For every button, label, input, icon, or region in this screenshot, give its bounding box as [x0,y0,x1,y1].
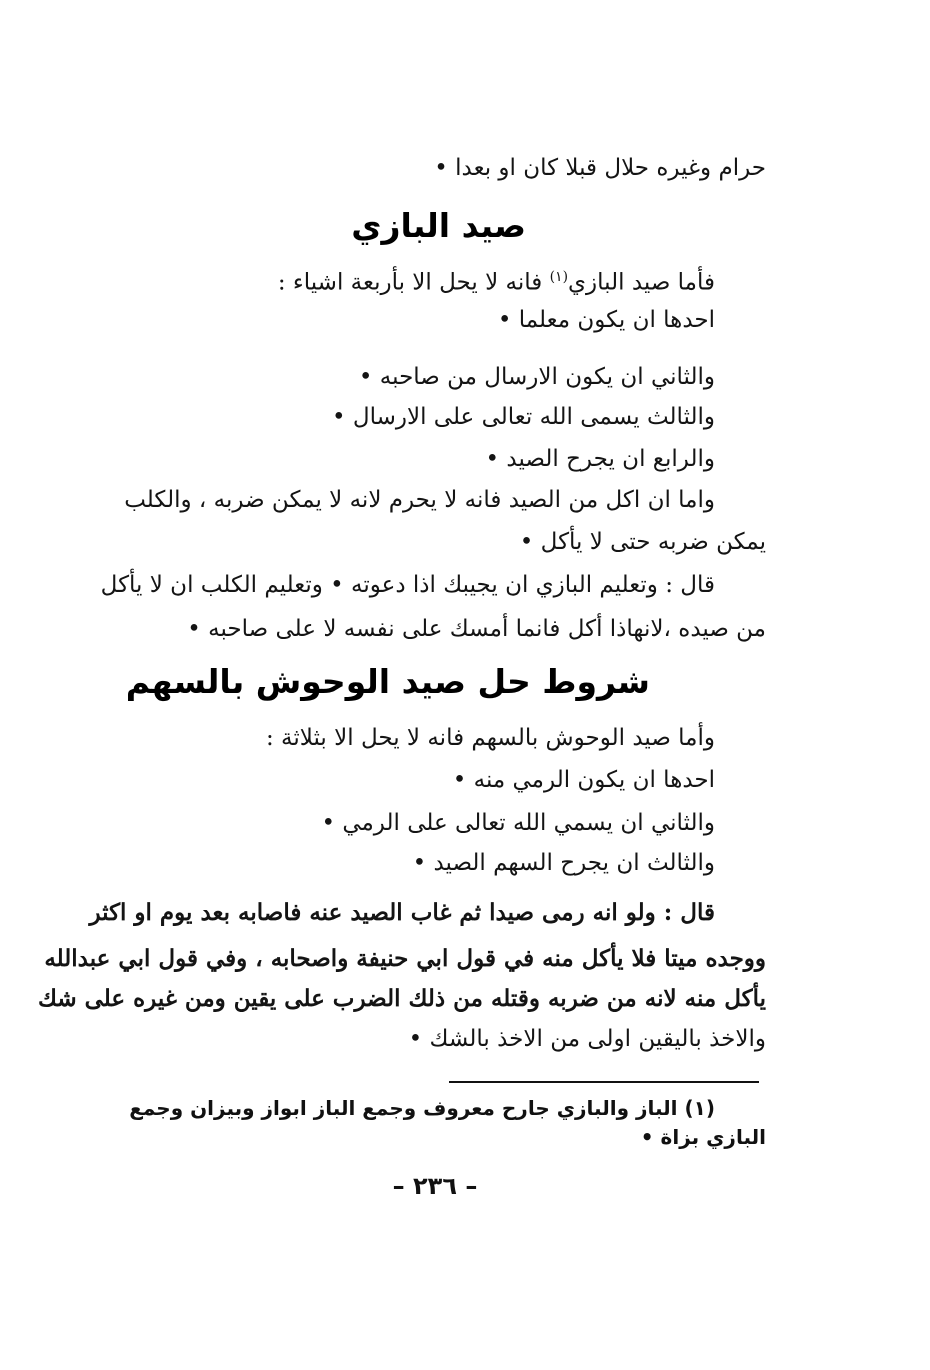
paragraph-line: من صيده ،لانهاذا أكل فانما أمسك على نفسه لا على صاحبه • [187,616,766,642]
paragraph-line: يمكن ضربه حتى لا يأكل • [519,529,766,555]
heading-arrow-hunting: شروط حل صيد الوحوش بالسهم [125,662,650,701]
footnote-line: (١) الباز والبازي جارح معروف وجمع الباز ابواز وبيزان وجمع [129,1096,715,1120]
intro-bazi-text: فأما صيد البازي [568,269,715,296]
paragraph-line: يأكل منه لانه من ضربه وقتله من ذلك الضرب على يقين ومن غيره على شك [37,985,766,1012]
paragraph-line: والاخذ باليقين اولى من الاخذ بالشك • [408,1026,766,1052]
paragraph-line: ووجده ميتا فلا يأكل منه في قول ابي حنيفة واصحابه ، وفي قول ابي عبدالله [44,945,766,972]
top-line: حرام وغيره حلال قبلا كان او بعدا • [434,155,766,181]
paragraph-line: قال : ولو انه رمى صيدا ثم غاب الصيد عنه فاصابه بعد يوم او اكثر [89,899,715,926]
condition-item: احدها ان يكون الرمي منه • [452,767,715,793]
condition-item: والثالث يسمى الله تعالى على الارسال • [331,404,715,430]
page-number: – ٢٣٦ – [392,1172,478,1200]
footnote-divider [449,1081,759,1083]
intro-arrow: وأما صيد الوحوش بالسهم فانه لا يحل الا بثلاثة : [265,725,715,751]
footnote-marker: (١) [549,269,569,285]
paragraph-line: واما ان اكل من الصيد فانه لا يحرم لانه لا يمكن ضربه ، والكلب [124,487,715,513]
condition-item: احدها ان يكون معلما • [497,307,715,333]
heading-bazi-hunting: صيد البازي [351,206,526,245]
intro-bazi-text-cont: فانه لا يحل الا بأربعة اشياء : [277,269,550,296]
condition-item: والرابع ان يجرح الصيد • [485,446,715,472]
intro-bazi [278,262,715,298]
footnote-line: البازي بزاة • [640,1125,766,1149]
condition-item: والثاني ان يكون الارسال من صاحبه • [358,364,715,390]
condition-item: والثاني ان يسمي الله تعالى على الرمي • [321,810,715,836]
paragraph-line: قال : وتعليم البازي ان يجيبك اذا دعوته • وتعليم الكلب ان لا يأكل [100,572,715,598]
condition-item: والثالث ان يجرح السهم الصيد • [412,850,715,876]
